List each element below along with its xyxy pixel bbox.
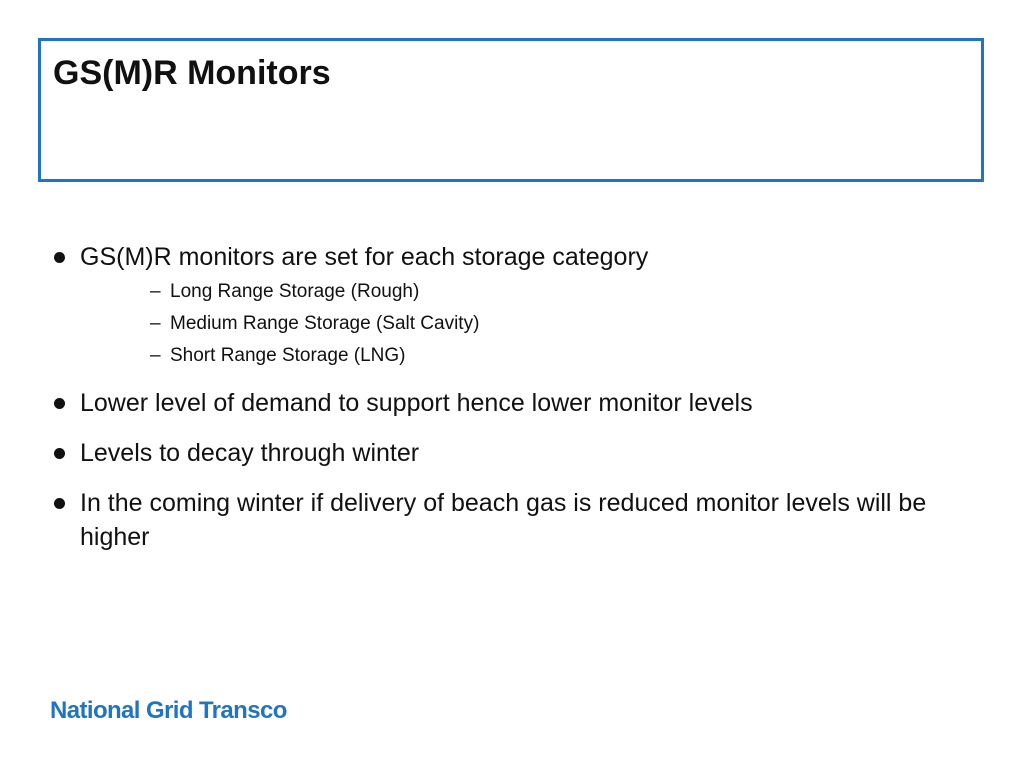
bullet-item [52,436,982,470]
sub-bullet-text: Long Range Storage (Rough) [170,281,420,302]
sub-bullet-text: Short Range Storage (LNG) [170,345,406,366]
dash-icon: – [150,281,161,302]
sub-bullet-item [150,340,982,372]
bullet-text: Lower level of demand to support hence lower monitor levels [80,389,753,417]
dash-icon: – [150,345,161,366]
bullet-text: Levels to decay through winter [80,439,420,467]
bullet-list [52,240,982,570]
bullet-dot-icon [54,252,65,263]
bullet-text: In the coming winter if delivery of beach gas is reduced monitor levels will be higher [80,489,927,551]
slide-title: GS(M)R Monitors [53,54,331,92]
sub-bullet-item [150,276,982,308]
bullet-dot-icon [54,448,65,459]
bullet-text: GS(M)R monitors are set for each storage category [80,243,649,271]
sub-bullet-item [150,308,982,340]
bullet-item [52,386,982,420]
bullet-dot-icon [54,398,65,409]
dash-icon: – [150,313,161,334]
bullet-dot-icon [54,498,65,509]
bullet-item [52,486,982,554]
sub-bullet-text: Medium Range Storage (Salt Cavity) [170,313,480,334]
sub-bullet-list [52,276,982,372]
company-logo: National Grid Transco [50,697,287,724]
title-frame [38,38,984,182]
bullet-item [52,240,982,274]
